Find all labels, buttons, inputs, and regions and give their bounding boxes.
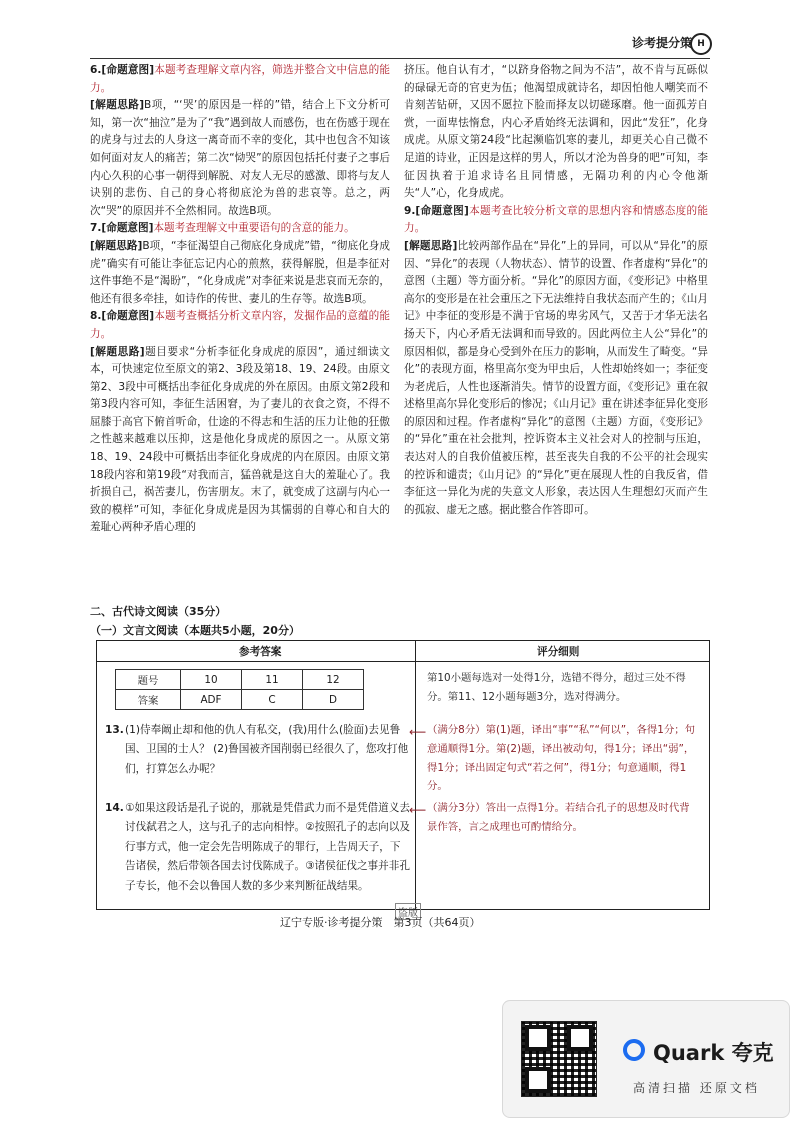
q9-analysis: [解题思路]比较两部作品在“异化”上的异同，可以从“异化”的原因、“异化”的表现（人物状态）、情节的设置、作者虚构“异化”的意图（主题）等方面分析。“异化”的原因方面，《变形记》中格里高尔的变形是在社会重压之下无法维持自我状态而产生的；《山月记》中李征的变形是不满于官场的卑劣风气，又苦于才华无法名扬天下，内心矛盾无法调和而导致的。因此两位主人公“异化”的原因相似，都是身心受到外在压力的影响，从而发生了畸变。“异化”的表现方面，格里高尔变为甲虫后，人性却始终如一；李征变为老虎后，人性也逐渐消失。情节的设置方面，《变形记》重在叙述格里高尔异化变形后的惨况；《山月记》重在讲述李征异化变形的原因和过程。作者虚构“异化”的意图（主题）方面，《变形记》的“异化”重在社会批判，控诉资本主义社会对人的控制与压迫，表达对人的自我价值被压榨，甚至丧失自我的不公平的社会现实的控诉和谴责；《山月记》的“异化”更在展现人性的自我反省，借李征这一异化为虎的失意文人形象，表达因人生理想幻灭而产生的孤寂、虚无之感。据此整合作答即可。 <box>404 239 708 516</box>
arrow-left-icon: ⟵ <box>409 725 427 739</box>
quark-logo-icon <box>623 1039 645 1061</box>
section-title: 二、古代诗文阅读（35分） <box>90 605 227 618</box>
score-header: 评分细则 <box>537 646 580 658</box>
qr-code-icon <box>521 1021 597 1097</box>
table-row <box>116 670 364 690</box>
q6-intent: 6.[命题意图]本题考查理解文章内容，筛选并整合文中信息的能力。 <box>90 64 390 94</box>
table-cell: 12 <box>303 670 364 690</box>
q6-analysis: [解题思路]B项，“‘哭’的原因是一样的”错，结合上下文分析可知，第一次“抽泣”是为了“我”遇到故人而感伤，也在伤感于现在的虎身与过去的人身这一离奇而不幸的变化，其中也包含不知该如何面对友人的痛苦；第二次“恸哭”的原因包括托付妻子之事后内心久积的心事一朝得到解脱、对友人无尽的感激、即将与友人诀别的悲伤、自己的身心将彻底沦为兽的悲哀等。总之，两次“哭”的原因并不全然相同。故选B项。 <box>90 99 390 217</box>
q8-intent: 8.[命题意图]本题考查概括分析文章内容，发掘作品的意蕴的能力。 <box>90 310 390 340</box>
q14-answer: 14. ①如果这段话是孔子说的，那就是凭借武力而不是凭借道义去讨伐弑君之人，这与孔子的志向相悖。②按照孔子的志向以及行事方式，他一定会先告明陈成子的罪行，上告周天子，下告诸侯，然后带领各国去讨伐陈成子。③诸侯征伐之事并非孔子专长，他不会以鲁国人数的多少来判断征战结果。 <box>105 802 410 892</box>
header-divider <box>90 58 710 59</box>
q7-analysis: [解题思路]B项，“李征渴望自己彻底化身成虎”错，“彻底化身成虎”确实有可能让李征忘记内心的煎熬，获得解脱，但是李征对这件事绝不是“渴盼”，“化身成虎”对李征来说是悲哀而无奈的，他还有很多牵挂，如诗作的传世、妻儿的生存等。故选B项。 <box>90 239 390 305</box>
table-row <box>116 690 364 710</box>
answer-header: 参考答案 <box>239 646 282 658</box>
score-rule-q13: （满分8分）第(1)题，译出“事”“私”“何以”，各得1分；句意通顺得1分。第(2)题，译出被动句，得1分；译出“弱”，得1分；译出固定句式“若之何”，得1分；句意通顺，得1分。 <box>427 724 696 793</box>
answer-table <box>96 640 710 910</box>
quark-brand-name: Quark 夸克 <box>653 1041 774 1065</box>
table-cell: 10 <box>181 670 242 690</box>
score-rule-mc: 第10小题每选对一处得1分，选错不得分，超过三处不得分。第11、12小题每题3分，选对得满分。 <box>427 672 686 703</box>
table-cell: 11 <box>242 670 303 690</box>
right-column <box>404 62 708 519</box>
q8-analysis: [解题思路]题目要求“分析李征化身成虎的原因”，通过细读文本，可快速定位至原文的第2、3段及第18、19、24段。由原文第2、3段中可概括出李征化身成虎的外在原因。由原文第2段和第3段内容可知，李征生活困窘，为了妻儿的衣食之资，不得不屈膝于高官下俯首听命，仕途的不得志和生活的压力让他的狂傲之性越来越难以压抑，这是他化身成虎的原因之一。从原文第18、19、24段中可概括出李征化身成虎的内在原因。由原文第18段内容和第19段“对我而言，猛兽就是这自大的羞耻心了。我折损自己，祸苦妻儿，伤害朋友。末了，就变成了这副与内心一致的模样”可知，李征化身成虎是因为其懦弱的自尊心和自大的羞耻心两种矛盾心理的 <box>90 345 390 534</box>
table-cell: 答案 <box>116 690 181 710</box>
subsection-title: （一）文言文阅读（本题共5小题，20分） <box>90 624 300 637</box>
brand-logo-icon: H <box>690 33 712 55</box>
table-cell: D <box>303 690 364 710</box>
quark-slogan: 高清扫描 还原文档 <box>633 1081 760 1095</box>
table-header-divider <box>97 661 709 662</box>
header-title: 诊考提分策 <box>631 36 692 50</box>
q9-intent: 9.[命题意图]本题考查比较分析文章的思想内容和情感态度的能力。 <box>404 204 709 235</box>
q8-analysis-cont: 挤压。他自认有才，“以跻身俗物之间为不洁”，故不肯与瓦砾似的碌碌无奇的官吏为伍；他渴望成就诗名，却因怕他人嘲笑而不肯刻苦钻研，又因不愿拉下脸而择友以切磋琢磨。他一面孤芳自赏，一面卑怯惰怠，内心矛盾始终无法调和，因此“发狂”，化身成虎。从原文第24段“比起濒临饥寒的妻儿，却更关心自己微不足道的诗业，正因是这样的男人，所以才沦为兽身的吧”可知，李征因执着于追求诗名且同情感，无隔功利的内心令他渐失“人”心，化身成虎。 <box>404 64 708 200</box>
q13-answer: 13. (1)侍奉阚止却和他的仇人有私交，(我)用什么(脸面)去见鲁国、卫国的士人？ (2)鲁国被齐国削弱已经很久了，您攻打他们，打算怎么办呢？ <box>105 724 409 775</box>
table-cell: ADF <box>181 690 242 710</box>
table-cell: C <box>242 690 303 710</box>
left-column <box>90 62 390 537</box>
q7-intent: 7.[命题意图]本题考查理解文中重要语句的含意的能力。 <box>90 222 355 235</box>
quark-scan-card <box>502 1000 790 1118</box>
watermark-stamp: 盗版 <box>395 903 421 920</box>
score-rule-q14: （满分3分）答出一点得1分。若结合孔子的思想及时代背景作答，言之成理也可酌情给分。 <box>427 802 690 833</box>
page-footer: 辽宁专版·诊考提分策 第3页（共64页） <box>280 916 481 929</box>
arrow-left-icon: ⟵ <box>409 803 427 817</box>
table-cell: 题号 <box>116 670 181 690</box>
mc-answer-grid <box>115 669 364 710</box>
table-column-divider <box>415 641 416 909</box>
